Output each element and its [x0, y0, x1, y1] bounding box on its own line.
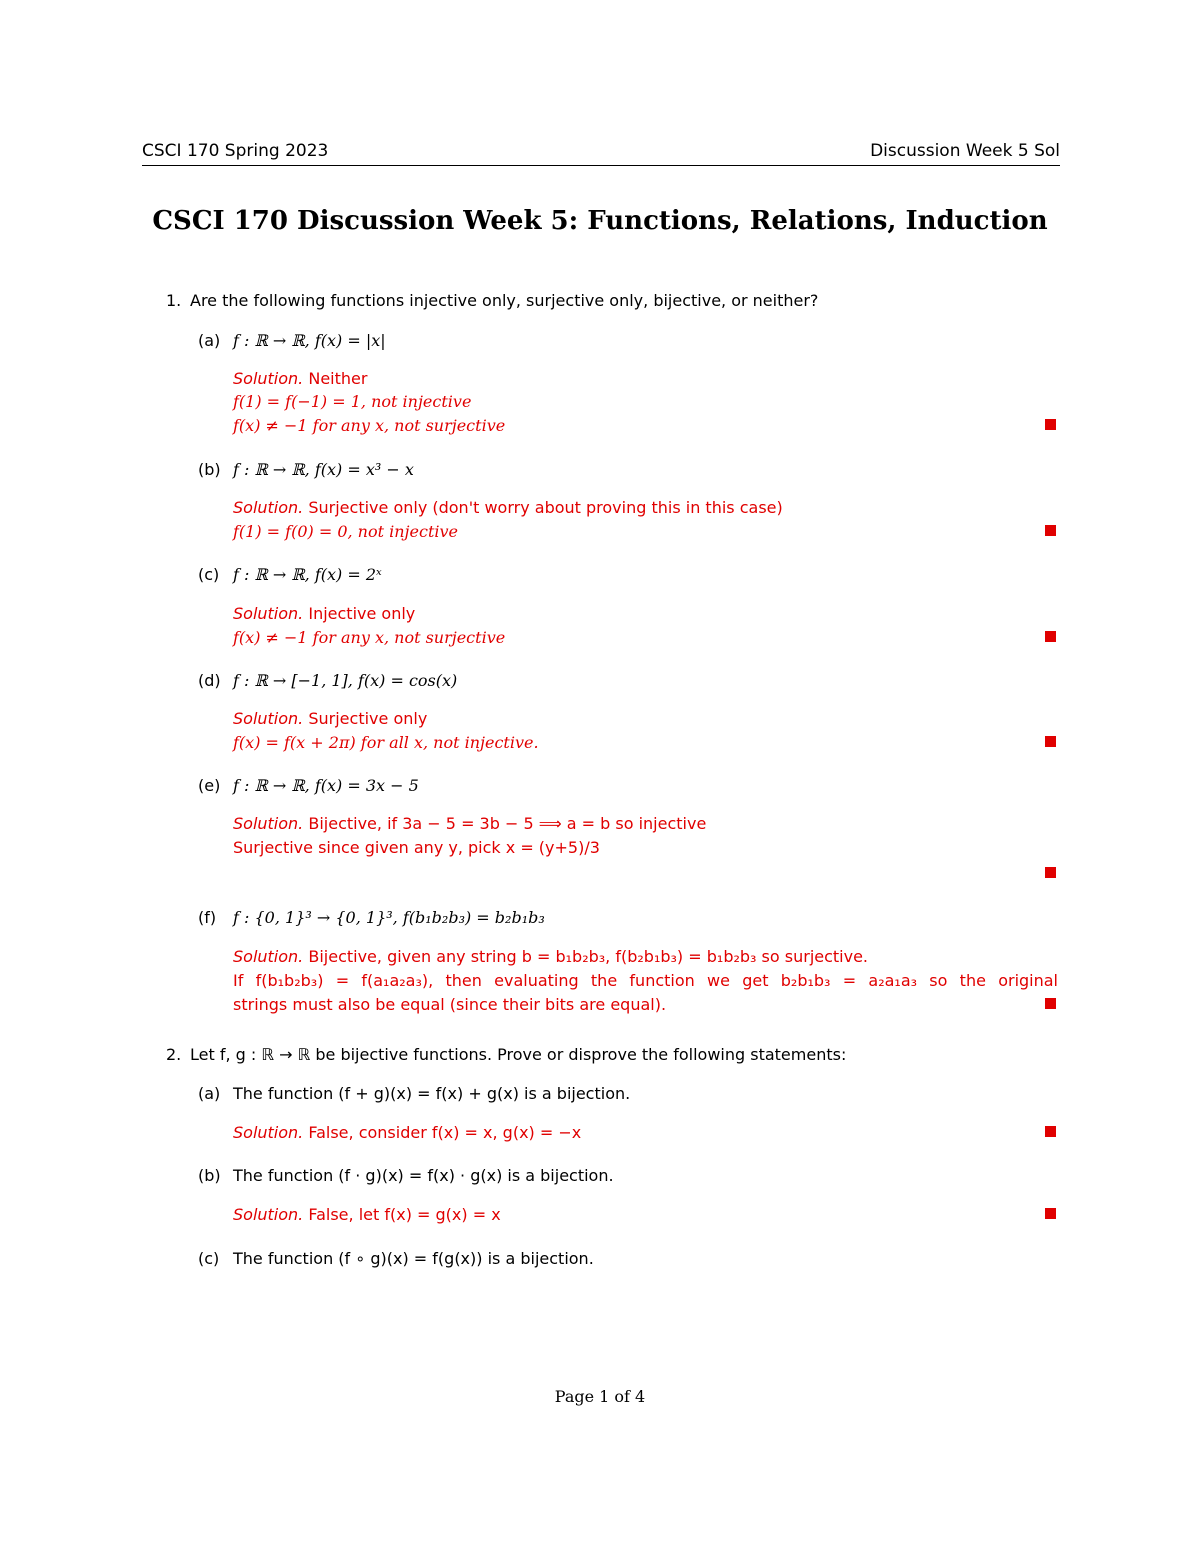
qed-square-icon: [1045, 1126, 1056, 1137]
solution-line: [233, 369, 367, 388]
part-label: (f): [198, 908, 217, 927]
qed-square-icon: [1045, 1208, 1056, 1219]
solution-word: Solution.: [233, 1123, 304, 1142]
part-label: (c): [198, 565, 220, 584]
solution-line: strings must also be equal (since their bits are equal).: [233, 995, 667, 1014]
running-header: [142, 141, 1060, 166]
part-statement: f : ℝ → ℝ, f(x) = 2ˣ: [233, 565, 382, 584]
part-statement: f : {0, 1}³ → {0, 1}³, f(b₁b₂b₃) = b₂b₁b₃: [233, 908, 545, 927]
solution-word: Solution.: [233, 1205, 304, 1224]
page-title: CSCI 170 Discussion Week 5: Functions, Relations, Induction: [152, 206, 1048, 236]
page-footer: Page 1 of 4: [554, 1387, 646, 1406]
solution-word: Solution.: [233, 947, 304, 966]
part-statement: The function (f ∘ g)(x) = f(g(x)) is a bijection.: [233, 1249, 594, 1268]
solution-line: [233, 1205, 501, 1224]
part-label: (b): [198, 1166, 221, 1185]
qed-square-icon: [1045, 736, 1056, 747]
solution-text: Bijective, if 3a − 5 = 3b − 5 ⟹ a = b so injective: [308, 814, 707, 833]
solution-text: False, consider f(x) = x, g(x) = −x: [308, 1123, 582, 1142]
part-statement: f : ℝ → ℝ, f(x) = |x|: [233, 331, 386, 350]
question-text: Are the following functions injective only, surjective only, bijective, or neither?: [190, 291, 819, 310]
part-statement: The function (f · g)(x) = f(x) · g(x) is a bijection.: [233, 1166, 614, 1185]
header-course: CSCI 170 Spring 2023: [142, 141, 329, 161]
solution-line: If f(b₁b₂b₃) = f(a₁a₂a₃), then evaluating the function we get b₂b₁b₃ = a₂a₁a₃ so the original: [233, 971, 1058, 990]
qed-square-icon: [1045, 419, 1056, 430]
solution-text: Neither: [308, 369, 368, 388]
part-statement: f : ℝ → ℝ, f(x) = 3x − 5: [233, 776, 419, 795]
solution-text: False, let f(x) = g(x) = x: [308, 1205, 501, 1224]
solution-word: Solution.: [233, 498, 304, 517]
header-doc: Discussion Week 5 Sol: [870, 141, 1060, 161]
part-statement: f : ℝ → [−1, 1], f(x) = cos(x): [233, 671, 458, 690]
solution-line: [233, 947, 868, 966]
solution-text: Surjective only: [308, 709, 428, 728]
solution-line: [233, 1123, 581, 1142]
question-text: Let f, g : ℝ → ℝ be bijective functions. Prove or disprove the following statements:: [190, 1045, 847, 1064]
qed-square-icon: [1045, 525, 1056, 536]
part-label: (a): [198, 1084, 221, 1103]
part-label: (a): [198, 331, 221, 350]
qed-square-icon: [1045, 867, 1056, 878]
part-label: (b): [198, 460, 221, 479]
solution-word: Solution.: [233, 709, 304, 728]
solution-word: Solution.: [233, 814, 304, 833]
part-label: (c): [198, 1249, 220, 1268]
solution-text: Bijective, given any string b = b₁b₂b₃, f(b₂b₁b₃) = b₁b₂b₃ so surjective.: [308, 947, 869, 966]
solution-text: Surjective only (don't worry about proving this in this case): [308, 498, 783, 517]
solution-line: f(x) = f(x + 2π) for all x, not injective.: [233, 733, 539, 752]
solution-line: f(x) ≠ −1 for any x, not surjective: [233, 628, 506, 647]
solution-line: [233, 498, 783, 517]
solution-line: [233, 709, 427, 728]
solution-line: Surjective since given any y, pick x = (y+5)/3: [233, 838, 600, 857]
solution-line: f(1) = f(−1) = 1, not injective: [233, 392, 472, 411]
solution-line: f(1) = f(0) = 0, not injective: [233, 522, 458, 541]
solution-line: [233, 604, 415, 623]
solution-text: Injective only: [308, 604, 416, 623]
part-statement: The function (f + g)(x) = f(x) + g(x) is a bijection.: [233, 1084, 631, 1103]
part-label: (e): [198, 776, 221, 795]
solution-line: [233, 814, 706, 833]
part-statement: f : ℝ → ℝ, f(x) = x³ − x: [233, 460, 414, 479]
question-number: 2.: [166, 1045, 182, 1064]
part-label: (d): [198, 671, 221, 690]
qed-square-icon: [1045, 631, 1056, 642]
solution-word: Solution.: [233, 369, 304, 388]
solution-word: Solution.: [233, 604, 304, 623]
question-number: 1.: [166, 291, 182, 310]
solution-line: f(x) ≠ −1 for any x, not surjective: [233, 416, 506, 435]
qed-square-icon: [1045, 998, 1056, 1009]
